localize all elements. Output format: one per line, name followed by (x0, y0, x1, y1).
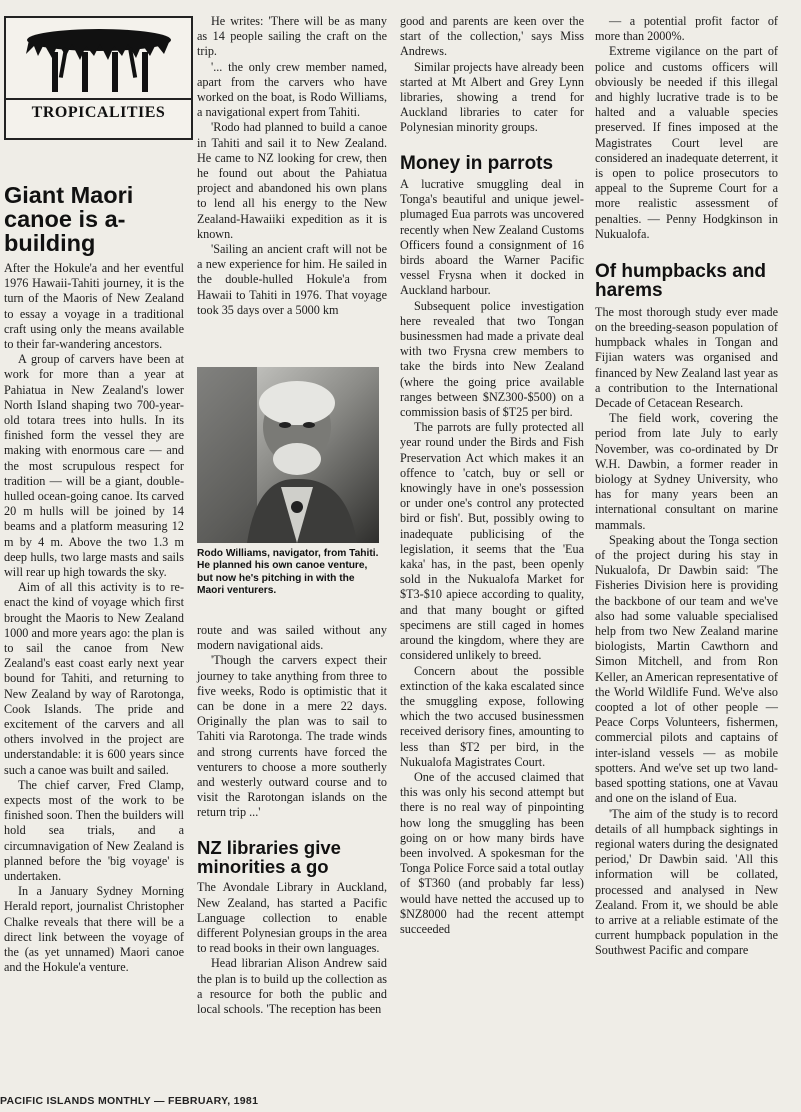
paragraph: In a January Sydney Morning Herald report, journalist Christopher Chalke reveals that there will be a direct link between the voyage of the (as yet unnamed) Maori canoe and the Hokule'a venture. (4, 884, 184, 975)
paragraph: After the Hokule'a and her eventful 1976 Hawaii-Tahiti journey, it is the turn of the Maoris of New Zealand to essay a voyage in a traditional craft using only the means available to their far-wandering ancestors. (4, 260, 184, 351)
headline-humpbacks-and-harems: Of humpbacks and harems (595, 261, 767, 302)
portrait-photo (197, 367, 379, 543)
paragraph: — a potential profit factor of more than 2000%. (595, 14, 778, 44)
paragraph: Aim of all this activity is to re-enact the kind of voyage which first brought the Maoris to New Zealand 1000 and more years ago: the plan is to sail the canoe from New Zealand's east coast early next year bound for Tahiti, and returning to New Zealand by way of Rarotonga, Cook Islands. The pride and excitement of the carvers and all others involved in the project are understandable: it is 600 years since such a canoe was built and sailed. (4, 580, 184, 777)
paragraph: Concern about the possible extinction of the kaka escalated since the smuggling expose, following which the two accused businessmen received derisory fines, amounting to less than $T2 per bird, in the Nukualofa Magistrates Court. (400, 663, 584, 769)
section-title: TROPICALITIES (31, 104, 166, 121)
paragraph: route and was sailed without any modern navigational aids. (197, 623, 387, 653)
paragraph: Extreme vigilance on the part of police and customs officers will obviously be needed if this illegal and highly lucrative trade is to be halted and a valuable species preserved. If fines imposed at the Magistrates Court level are considered an inadequate deterrent, it is open to police prosecutors to appeal to the Supreme Court for a more realistic assessment of penalties. — Penny Hodgkinson in Nukualofa. (595, 44, 778, 241)
headline-money-in-parrots: Money in parrots (400, 152, 554, 174)
paragraph: The Avondale Library in Auckland, New Zealand, has started a Pacific Language collection to enable different Polynesian groups in the area to read books in their own languages. (197, 880, 387, 956)
logo-divider (6, 98, 191, 100)
palm-trees-icon (24, 26, 174, 94)
photo-rodo-williams (197, 367, 379, 543)
paragraph: The parrots are fully protected all year round under the Birds and Fish Preservation Act which makes it an offence to 'catch, buy or sell or knowingly have in one's possession or under one's control any protected bird or fish'. But, possibly owing to inadequate publicising of the legislation, it seems that the 'Eua kaka' has, in the past, been openly sold in the Nukualofa Market for $T3-$10 apiece according to quality, and that many bought or gifted specimens are still caged in homes around the kingdom, where they are considered unlikely to breed. (400, 420, 584, 663)
paragraph: One of the accused claimed that this was only his second attempt but there is no real way of pinpointing how long the smuggling has been going on or how many birds have been involved. A spokesman for the Tonga Police Force said a total outlay of $T360 (and probably far less) would have netted the accused up to $NZ8000 had the recent attempt succeeded (400, 769, 584, 936)
paragraph: 'Sailing an ancient craft will not be a new experience for him. He sailed in the double-hulled Hokule'a from Hawaii to Tahiti in 1976. That voyage took 35 days over a 5000 km (197, 242, 387, 317)
paragraph: '... the only crew member named, apart from the carvers who have worked on the boat, is Rodo Williams, a navigational expert from Tahiti. (197, 59, 387, 120)
paragraph: He writes: 'There will be as many as 14 people sailing the craft on the trip. (197, 14, 387, 59)
paragraph: Head librarian Alison Andrew said the plan is to build up the collection as a resource for both the public and local schools. 'The reception has been (197, 956, 387, 1016)
column-3 (400, 14, 584, 937)
paragraph: 'Though the carvers expect their journey to take anything from three to five weeks, Rodo is optimistic that it can be done in a mere 22 days. Originally the plan was to sail to Tahiti via Rarotonga. The trade winds and strong currents have forced the venturers to choose a more southerly and westerly outward course and to visit the Rarotongan islands on the return trip ...' (197, 653, 387, 820)
photo-caption: Rodo Williams, navigator, from Tahiti. He planned his own canoe venture, but now he's pitching in with the Maori venturers. (197, 548, 379, 597)
headline-nz-libraries: NZ libraries give minorities a go (197, 836, 341, 877)
paragraph: Speaking about the Tonga section of the project during his stay in Nukualofa, Dr Dawbin said: 'The Fisheries Division here is providing the backbone of our team and we've also had some valuable specialised help from two New Zealand marine biologists, Martin Cawthorn and Simon Mitchell, and from Ron Keller, an American representative of the World Wildlife Fund. We've also coopted a lot of other people — Peace Corps Volunteers, fishermen, commercial pilots and captains of inter-island vessels — as mobile spotters. And we've set up two land-based spotting stations, one at Vavau and one on the island of Eua. (595, 532, 778, 806)
paragraph: 'Rodo had planned to build a canoe in Tahiti and sail it to New Zealand. He came to NZ looking for crew, then he found out about the Pahiatua project and abandoned his own plans to lend all his energy to the New Zealand-Hawaiiki expedition as it is known. (197, 120, 387, 241)
paragraph: A lucrative smuggling deal in Tonga's beautiful and unique jewel-plumaged Eua parrots was uncovered recently when New Zealand Customs Officers found a consignment of 16 birds aboard the Warner Pacific vessel Frysna when it docked in Auckland harbour. (400, 177, 584, 298)
headline-giant-maori-canoe: Giant Maori canoe is a-building (4, 182, 134, 256)
paragraph: 'The aim of the study is to record details of all humpback sightings in regional waters during the designated period,' Dr Dawbin said. 'All this information will be collated, processed and analysed in New Zealand. From it, we should be able to arrive at a reliable estimate of the current humpback population in the Southwest Pacific and compare (595, 806, 778, 958)
paragraph: The most thorough study ever made on the breeding-season population of humpback whales in Tongan and Fijian waters was organised and financed by New Zealand last year as a contribution to the International Decade of Cetacean Research. (595, 304, 778, 411)
column-2-continued (197, 623, 387, 1017)
paragraph: good and parents are keen over the start of the collection,' says Miss Andrews. (400, 14, 584, 59)
column-4 (595, 14, 778, 959)
paragraph: Similar projects have already been started at Mt Albert and Grey Lynn libraries, showing a trend for Auckland libraries to cater for Polynesian minority groups. (400, 59, 584, 135)
page-footer: PACIFIC ISLANDS MONTHLY — FEBRUARY, 1981 (0, 1095, 259, 1107)
paragraph: Subsequent police investigation here revealed that two Tongan businessmen had made a private deal with two Frysna crew members to take the birds into New Zealand (where the going price available ranges between $NZ300-$500) on a commission basis of $T25 per bird. (400, 298, 584, 420)
column-1 (4, 184, 184, 975)
paragraph: A group of carvers have been at work for more than a year at Pahiatua in New Zealand's lower North Island shaping two 700-year-old totara trees into hulls. In its finished form the vessel they are making with enormous care — and the most scrupulous respect for tradition — will be a giant, double-hulled ocean-going canoe. Its carved 20 m hulls will be joined by 14 beams and a platform measuring 12 m by 4 m. Above the two 1.3 m deep hulls, two large masts and sails will rear up high towards the sky. (4, 352, 184, 579)
tropicalities-logo (4, 16, 193, 140)
paragraph: The field work, covering the period from late July to early November, was co-ordinated by Dr W.H. Dawbin, a former reader in biology at Sydney University, who has for many years been an international consultant on marine mammals. (595, 411, 778, 532)
paragraph: The chief carver, Fred Clamp, expects most of the work to be finished soon. Then the builders will hold sea trials, and a circumnavigation of New Zealand is planned before the 'big voyage' is undertaken. (4, 777, 184, 884)
column-2 (197, 14, 387, 318)
